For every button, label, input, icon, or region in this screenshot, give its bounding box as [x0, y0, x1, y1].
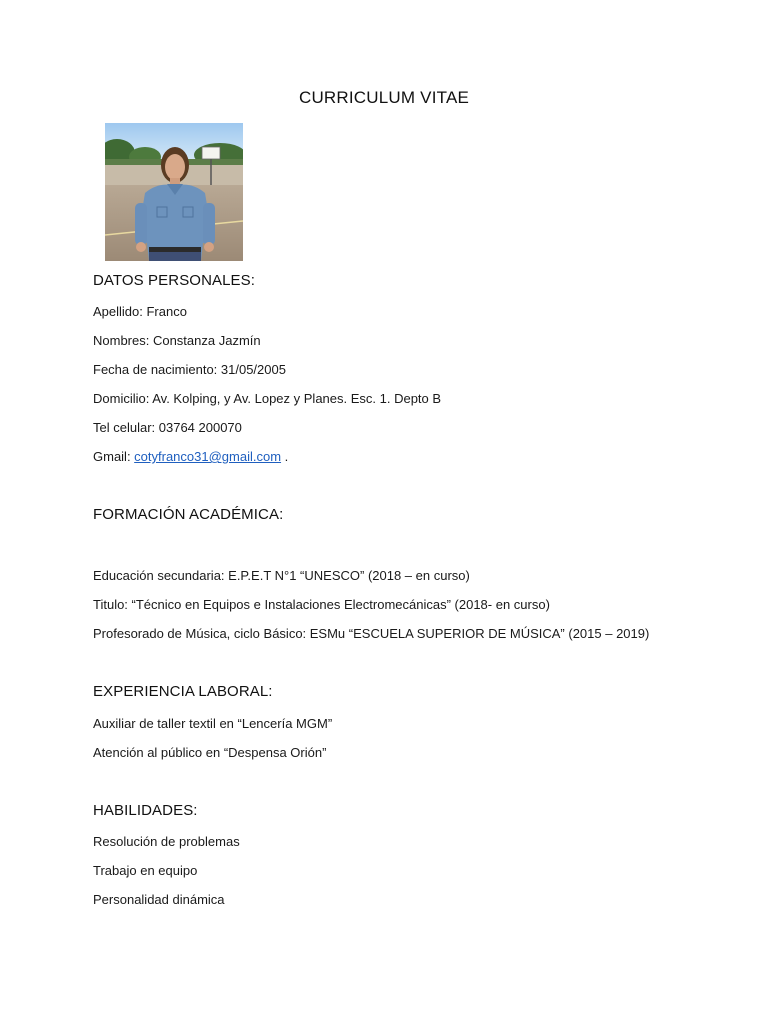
gmail-suffix: .: [281, 449, 289, 464]
field-gmail: [93, 449, 288, 464]
formacion-item: Titulo: “Técnico en Equipos e Instalaciones Electromecánicas” (2018- en curso): [93, 597, 550, 612]
heading-experiencia-laboral: EXPERIENCIA LABORAL:: [93, 683, 273, 700]
experiencia-item: Atención al público en “Despensa Orión”: [93, 745, 327, 760]
page-title: CURRICULUM VITAE: [298, 88, 470, 107]
formacion-item: Educación secundaria: E.P.E.T N°1 “UNESCO” (2018 – en curso): [93, 568, 470, 583]
heading-datos-personales: DATOS PERSONALES:: [93, 272, 256, 289]
experiencia-item: Auxiliar de taller textil en “Lencería MGM”: [93, 716, 333, 731]
field-domicilio: Domicilio: Av. Kolping, y Av. Lopez y Planes. Esc. 1. Depto B: [93, 391, 442, 406]
heading-habilidades: HABILIDADES:: [93, 802, 198, 819]
field-fecha-nacimiento: Fecha de nacimiento: 31/05/2005: [93, 362, 286, 377]
habilidad-item: Resolución de problemas: [93, 834, 240, 849]
gmail-label: Gmail:: [93, 449, 135, 464]
habilidad-item: Trabajo en equipo: [93, 863, 198, 878]
heading-formacion-academica: FORMACIÓN ACADÉMICA:: [93, 506, 284, 523]
field-apellido: Apellido: Franco: [93, 304, 187, 319]
field-tel-celular: Tel celular: 03764 200070: [93, 420, 242, 435]
field-nombres: Nombres: Constanza Jazmín: [93, 333, 261, 348]
profile-photo: [105, 123, 243, 261]
portrait-photo-image: [105, 123, 243, 261]
habilidad-item: Personalidad dinámica: [93, 892, 225, 907]
gmail-link[interactable]: cotyfranco31@gmail.com: [134, 449, 282, 464]
formacion-item: Profesorado de Música, ciclo Básico: ESMu “ESCUELA SUPERIOR DE MÚSICA” (2015 – 2019): [93, 626, 650, 641]
